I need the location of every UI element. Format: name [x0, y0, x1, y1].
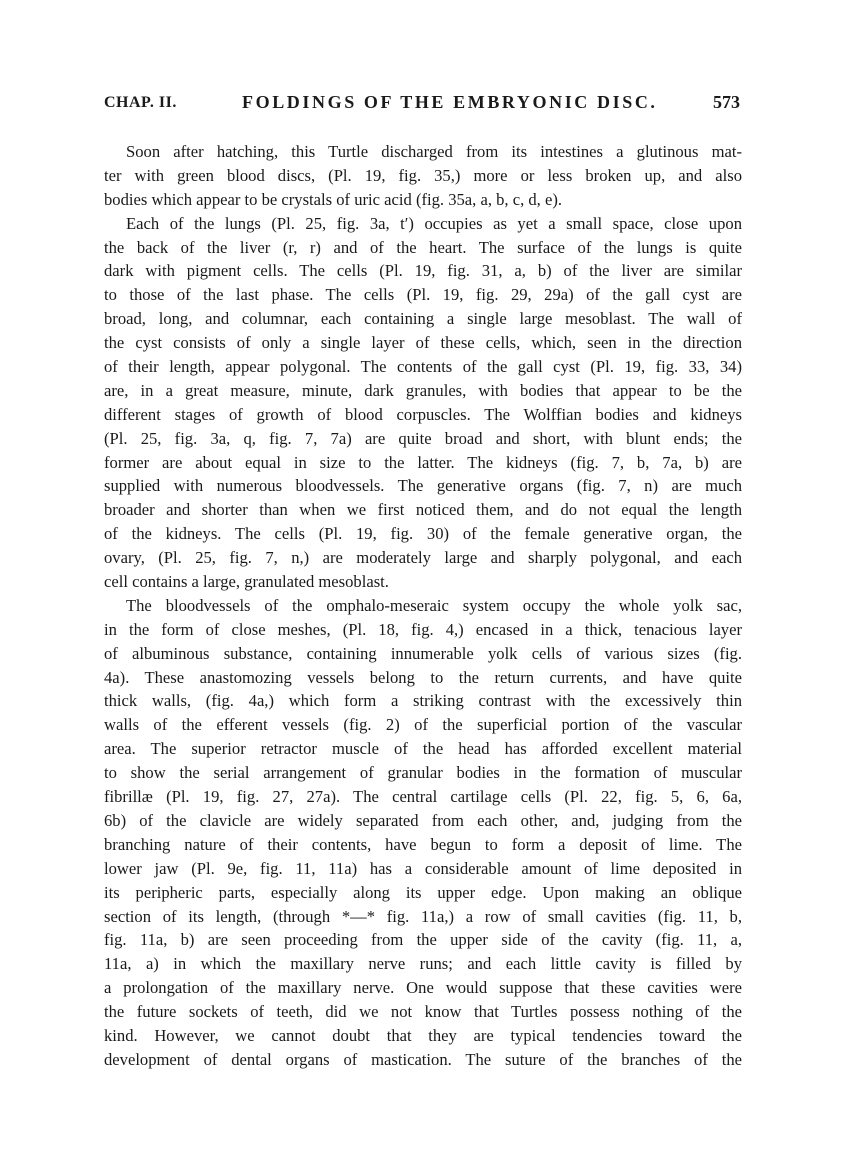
running-title: FOLDINGS OF THE EMBRYONIC DISC.: [242, 92, 658, 112]
text-line: 4a). These anastomozing vessels belong to the return currents, and have quite: [104, 667, 742, 687]
text-line: walls of the efferent vessels (fig. 2) of the superficial portion of the vascular: [104, 715, 742, 735]
text-line: ter with green blood discs, (Pl. 19, fig. 35,) more or less broken up, and also: [104, 165, 742, 185]
text-line: 6b) of the clavicle are widely separated from each other, and, judging from the: [104, 810, 742, 830]
text-line: former are about equal in size to the latter. The kidneys (fig. 7, b, 7a, b) are: [104, 452, 742, 472]
running-header: [104, 92, 740, 118]
text-line: cell contains a large, granulated mesoblast.: [104, 572, 389, 592]
text-line: in the form of close meshes, (Pl. 18, fig. 4,) encased in a thick, tenacious layer: [104, 619, 742, 639]
text-line: branching nature of their contents, have begun to form a deposit of lime. The: [104, 834, 742, 854]
text-line: lower jaw (Pl. 9e, fig. 11, 11a) has a considerable amount of lime deposited in: [104, 858, 742, 878]
text-line: are, in a great measure, minute, dark granules, with bodies that appear to be the: [104, 380, 742, 400]
chapter-label: CHAP. II.: [104, 94, 177, 111]
text-line: Each of the lungs (Pl. 25, fig. 3a, t′) occupies as yet a small space, close upon: [126, 213, 742, 233]
text-line: 11a, a) in which the maxillary nerve runs; and each little cavity is filled by: [104, 954, 742, 974]
text-line: the future sockets of teeth, did we not know that Turtles possess nothing of the: [104, 1002, 742, 1022]
text-line: The bloodvessels of the omphalo-meseraic system occupy the whole yolk sac,: [126, 595, 742, 615]
text-line: of albuminous substance, containing innumerable yolk cells of various sizes (fig.: [104, 643, 742, 663]
text-line: broader and shorter than when we first noticed them, and do not equal the length: [104, 500, 742, 520]
text-line: a prolongation of the maxillary nerve. One would suppose that these cavities were: [104, 978, 742, 998]
text-line: development of dental organs of mastication. The suture of the branches of the: [104, 1049, 742, 1069]
text-line: supplied with numerous bloodvessels. The generative organs (fig. 7, n) are much: [104, 476, 742, 496]
text-line: broad, long, and columnar, each containing a single large mesoblast. The wall of: [104, 309, 742, 329]
text-line: (Pl. 25, fig. 3a, q, fig. 7, 7a) are quite broad and short, with blunt ends; the: [104, 428, 742, 448]
text-line: of the kidneys. The cells (Pl. 19, fig. 30) of the female generative organ, the: [104, 524, 742, 544]
text-line: area. The superior retractor muscle of the head has afforded excellent material: [104, 739, 742, 759]
text-line: thick walls, (fig. 4a,) which form a striking contrast with the excessively thin: [104, 691, 742, 711]
text-line: to those of the last phase. The cells (Pl. 19, fig. 29, 29a) of the gall cyst are: [104, 285, 742, 305]
text-line: the cyst consists of only a single layer of these cells, which, seen in the direction: [104, 333, 742, 353]
text-line: section of its length, (through *—* fig. 11a,) a row of small cavities (fig. 11, b,: [104, 906, 742, 926]
text-line: dark with pigment cells. The cells (Pl. 19, fig. 31, a, b) of the liver are similar: [104, 261, 742, 281]
text-line: ovary, (Pl. 25, fig. 7, n,) are moderately large and sharply polygonal, and each: [104, 548, 742, 568]
text-line: different stages of growth of blood corpuscles. The Wolffian bodies and kidneys: [104, 404, 742, 424]
body-text: [104, 140, 742, 1072]
text-line: the back of the liver (r, r) and of the heart. The surface of the lungs is quite: [104, 237, 742, 257]
text-line: bodies which appear to be crystals of uric acid (fig. 35a, a, b, c, d, e).: [104, 189, 563, 209]
text-line: of their length, appear polygonal. The contents of the gall cyst (Pl. 19, fig. 33, 34): [104, 357, 742, 377]
text-line: fibrillæ (Pl. 19, fig. 27, 27a). The central cartilage cells (Pl. 22, fig. 5, 6, 6a,: [104, 787, 742, 807]
page-number: 573: [713, 92, 740, 112]
text-line: kind. However, we cannot doubt that they are typical tendencies toward the: [104, 1025, 742, 1045]
text-line: Soon after hatching, this Turtle discharged from its intestines a glutinous mat-: [126, 142, 742, 161]
text-line: fig. 11a, b) are seen proceeding from the upper side of the cavity (fig. 11, a,: [104, 930, 742, 950]
text-line: to show the serial arrangement of granular bodies in the formation of muscular: [104, 763, 742, 783]
text-line: its peripheric parts, especially along its upper edge. Upon making an oblique: [104, 882, 742, 902]
